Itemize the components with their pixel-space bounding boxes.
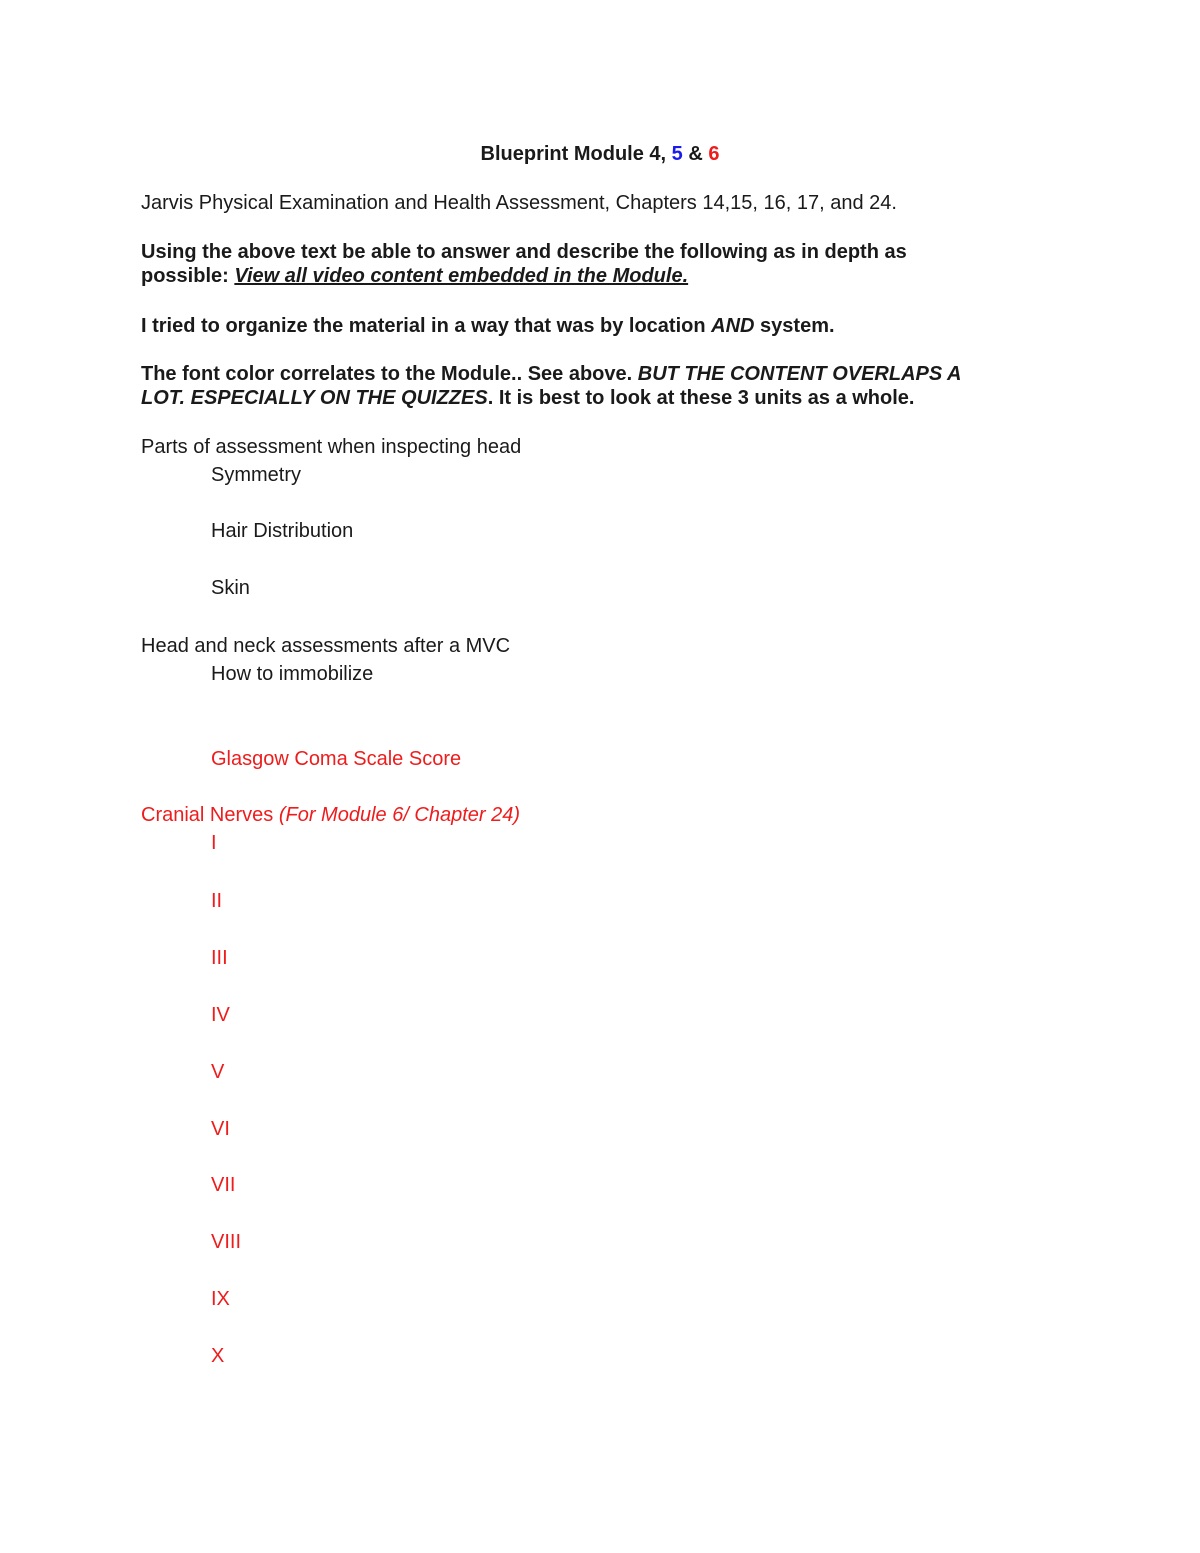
cranial-heading-note: (For Module 6/ Chapter 24)	[278, 804, 521, 826]
mvc-immobilize: How to immobilize	[211, 663, 374, 685]
mvc-glasgow: Glasgow Coma Scale Score	[211, 748, 462, 770]
cranial-nerve-5: V	[211, 1061, 225, 1083]
font-note-emphasis-2: LOT. ESPECIALLY ON THE QUIZZES	[141, 387, 488, 409]
title-module-6: 6	[708, 143, 720, 165]
instructions-line-1: Using the above text be able to answer and describe the following as in depth as	[141, 241, 907, 263]
font-note-line-1	[141, 362, 961, 386]
organize-note	[141, 314, 835, 338]
cranial-nerve-8: VIII	[211, 1231, 242, 1253]
head-item-hair: Hair Distribution	[211, 520, 354, 542]
organize-prefix: I tried to organize the material in a way that was by location	[141, 315, 712, 337]
mvc-heading: Head and neck assessments after a MVC	[141, 635, 511, 657]
title-module-5: 5	[671, 143, 683, 165]
font-note-line-2	[141, 386, 914, 410]
organize-emphasis: AND	[711, 315, 755, 337]
title-ampersand: &	[682, 143, 709, 165]
cranial-nerve-2: II	[211, 890, 223, 912]
instructions-line-2	[141, 264, 688, 288]
document-title	[0, 142, 1200, 166]
cranial-nerve-9: IX	[211, 1288, 230, 1310]
head-item-symmetry: Symmetry	[211, 464, 301, 486]
font-note-prefix: The font color correlates to the Module.. See above.	[141, 363, 638, 385]
cranial-nerve-1: I	[211, 832, 217, 854]
cranial-heading	[141, 803, 520, 827]
cranial-nerve-4: IV	[211, 1004, 230, 1026]
cranial-nerve-6: VI	[211, 1118, 230, 1140]
head-inspection-heading: Parts of assessment when inspecting head	[141, 436, 522, 458]
cranial-nerve-7: VII	[211, 1174, 236, 1196]
instructions-possible: possible:	[141, 265, 235, 287]
cranial-nerve-10: X	[211, 1345, 225, 1367]
reference-text: Jarvis Physical Examination and Health Assessment, Chapters 14,15, 16, 17, and 24.	[141, 192, 897, 214]
font-note-suffix: . It is best to look at these 3 units as a whole.	[487, 387, 915, 409]
head-item-skin: Skin	[211, 577, 250, 599]
title-prefix: Blueprint Module 4,	[480, 143, 672, 165]
font-note-emphasis-1: BUT THE CONTENT OVERLAPS A	[637, 363, 962, 385]
organize-suffix: system.	[754, 315, 835, 337]
cranial-nerve-3: III	[211, 947, 228, 969]
video-content-link[interactable]: View all video content embedded in the Module.	[234, 265, 689, 287]
cranial-heading-text: Cranial Nerves	[141, 804, 279, 826]
